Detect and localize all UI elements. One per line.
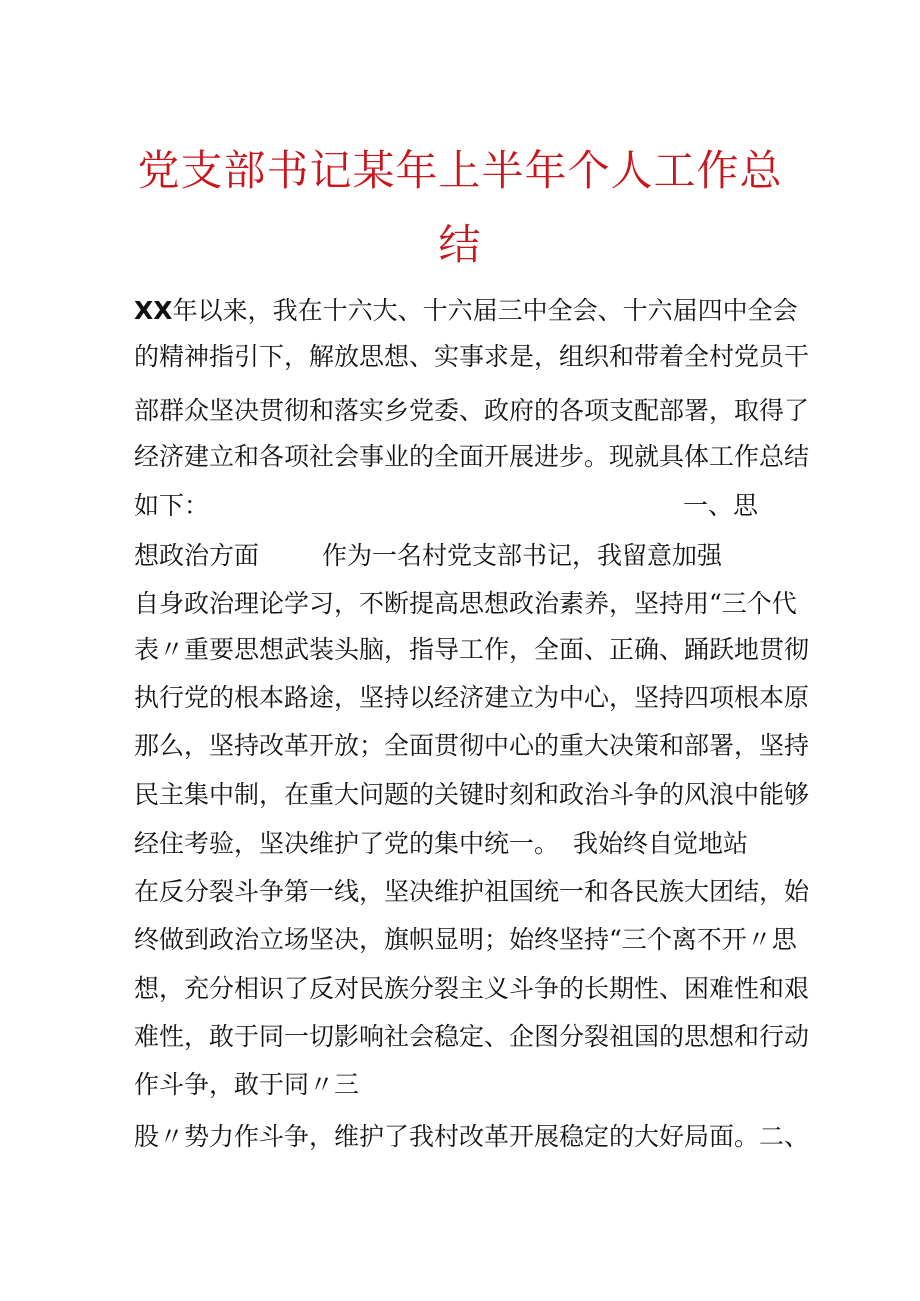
document-title-line-2: 结	[438, 220, 482, 269]
body-line-14: 终做到政治立场坚决，旗帜显明；始终坚持“三个离不开〃思	[134, 925, 797, 954]
body-line-11: 民主集中制，在重大问题的关键时刻和政治斗争的风浪中能够	[134, 780, 810, 809]
body-line-2: 的精神指引下，解放思想、实事求是，组织和带着全村党员干	[134, 342, 810, 371]
intro-lead: XX	[134, 296, 173, 325]
body-line-5a: 如下：	[134, 491, 210, 520]
body-line-3: 部群众坚决贯彻和落实乡党委、政府的各项支配部署，取得了	[134, 396, 810, 425]
body-line-16: 难性，敢于同一切影响社会稳定、企图分裂祖国的思想和行动	[134, 1022, 810, 1051]
body-line-17: 作斗争，敢于同〃三	[134, 1070, 360, 1099]
body-line-8: 表〃重要思想武装头脑，指导工作，全面、正确、踊跃地贯彻	[134, 635, 810, 664]
body-line-1-text: 年以来，我在十六大、十六届三中全会、十六届四中全会	[172, 296, 798, 325]
body-line-6: 作为一名村党支部书记，我留意加强	[322, 541, 723, 570]
section-heading-1a: 一、思	[683, 491, 759, 520]
body-line-13: 在反分裂斗争第一线，坚决维护祖国统一和各民族大团结，始	[134, 877, 810, 906]
body-line-12a: 经住考验，坚决维护了党的集中统一。	[134, 829, 560, 858]
body-line-10: 那么，坚持改革开放；全面贯彻中心的重大决策和部署，坚持	[134, 731, 810, 760]
document-title-line-1: 党支部书记某年上半年个人工作总	[137, 146, 783, 195]
section-heading-1b: 想政治方面	[134, 541, 260, 570]
body-line-18: 股〃势力作斗争，维护了我村改革开展稳定的大好局面。二、	[134, 1122, 810, 1151]
body-line-7: 自身政治理论学习，不断提高思想政治素养，坚持用“三个代	[134, 589, 797, 618]
body-line-15: 想，充分相识了反对民族分裂主义斗争的长期性、困难性和艰	[134, 974, 810, 1003]
body-line-12b: 我始终自觉地站	[573, 829, 749, 858]
body-line-9: 执行党的根本路途，坚持以经济建立为中心，坚持四项根本原	[134, 683, 810, 712]
body-line-1	[134, 296, 798, 326]
body-line-4: 经济建立和各项社会事业的全面开展进步。现就具体工作总结	[134, 442, 810, 471]
